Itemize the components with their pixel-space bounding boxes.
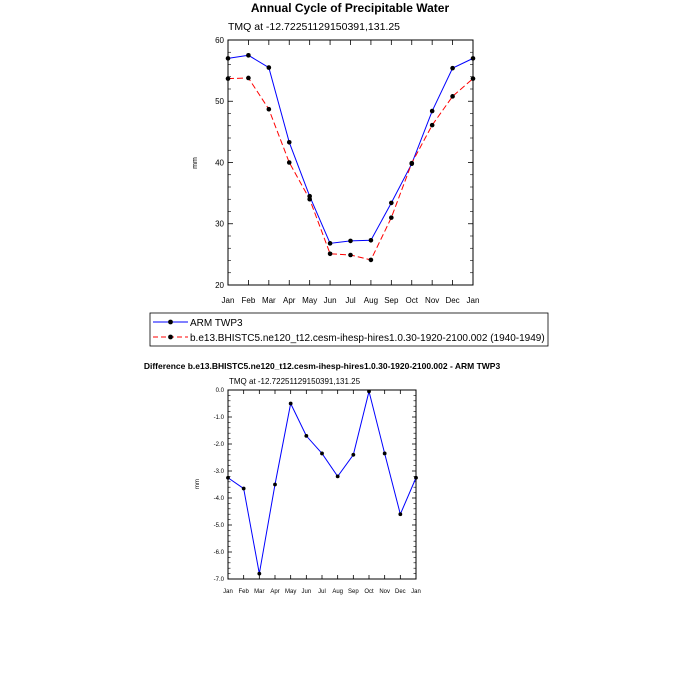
top-series-point-1 (450, 94, 455, 99)
top-xtick-label: Jul (345, 296, 356, 305)
top-chart-subtitle: TMQ at -12.72251129150391,131.25 (228, 21, 401, 33)
top-series-point-1 (307, 197, 312, 202)
bottom-chart-ylabel: mm (195, 479, 201, 489)
top-xtick-label: Jan (466, 296, 480, 305)
top-series-point-0 (348, 239, 353, 244)
bottom-ytick-label: -3.0 (213, 469, 224, 476)
legend-label-arm: ARM TWP3 (190, 318, 243, 329)
top-series-line-0 (228, 55, 473, 243)
top-ytick-label: 30 (215, 219, 224, 229)
legend (150, 313, 548, 346)
top-series-point-0 (389, 201, 394, 206)
top-series-point-1 (430, 123, 435, 128)
bottom-xtick-label: Sep (347, 589, 359, 595)
bottom-ytick-label: -4.0 (213, 496, 224, 503)
top-series-point-1 (328, 251, 333, 256)
bottom-ytick-label: -1.0 (213, 415, 224, 422)
bottom-xtick-label: Oct (364, 589, 374, 595)
top-xtick-label: Feb (241, 296, 256, 305)
top-xtick-label: Apr (283, 296, 296, 305)
top-xtick-label: Oct (405, 296, 418, 305)
bottom-xtick-label: Jan (411, 589, 421, 595)
top-xtick-label: Jan (221, 296, 235, 305)
top-series-point-0 (287, 140, 292, 145)
bottom-series-point-0 (320, 452, 324, 456)
bottom-series-point-0 (351, 453, 355, 457)
bottom-ytick-label: -6.0 (213, 550, 224, 557)
bottom-xtick-label: Jul (318, 589, 326, 595)
legend-marker-arm (168, 320, 173, 325)
top-series-point-1 (471, 76, 476, 81)
bottom-chart-subtitle: TMQ at -12.72251129150391,131.25 (229, 377, 361, 386)
bottom-axes (214, 388, 421, 595)
top-series-point-1 (287, 160, 292, 165)
top-series-point-0 (226, 56, 231, 61)
top-series-line-1 (228, 78, 473, 260)
top-series-point-0 (450, 66, 455, 71)
top-ytick-label: 40 (215, 158, 224, 168)
bottom-chart-title: Difference b.e13.BHISTC5.ne120_t12.cesm-ihesp-hires1.0.30-1920-2100.002 - ARM TWP3 (143, 361, 501, 371)
top-xtick-label: Aug (363, 296, 379, 305)
bottom-series-point-0 (336, 475, 340, 479)
bottom-plot-frame (228, 390, 416, 579)
bottom-ytick-label: 0.0 (215, 388, 224, 395)
bottom-series-point-0 (257, 572, 261, 576)
top-xtick-label: Jun (323, 296, 337, 305)
top-series-group (226, 53, 476, 262)
bottom-series-point-0 (304, 434, 308, 438)
top-xtick-label: Nov (425, 296, 440, 305)
bottom-series-point-0 (383, 452, 387, 456)
bottom-series-point-0 (242, 487, 246, 491)
bottom-xtick-label: Feb (238, 589, 249, 595)
bottom-xtick-label: Mar (254, 589, 265, 595)
top-series-point-0 (369, 238, 374, 243)
bottom-xtick-label: Apr (270, 589, 280, 595)
legend-label-model: b.e13.BHISTC5.ne120_t12.cesm-ihesp-hires1.0.30-1920-2100.002 (1940-1949) (190, 333, 545, 344)
top-series-point-1 (226, 76, 231, 81)
top-chart-title: Annual Cycle of Precipitable Water (250, 1, 450, 15)
top-series-point-0 (267, 65, 272, 70)
top-series-point-0 (471, 56, 476, 61)
bottom-series-point-0 (273, 483, 277, 487)
top-xtick-label: May (302, 296, 318, 305)
bottom-series-point-0 (367, 389, 371, 393)
top-xtick-label: Dec (445, 296, 460, 305)
bottom-ytick-label: -2.0 (213, 442, 224, 449)
top-series-point-0 (246, 53, 251, 58)
top-series-point-1 (246, 76, 251, 81)
bottom-series-point-0 (398, 512, 402, 516)
top-series-point-1 (369, 258, 374, 263)
bottom-series-line-0 (228, 391, 416, 573)
bottom-ytick-label: -5.0 (213, 523, 224, 530)
bottom-xtick-label: May (284, 589, 297, 595)
top-chart-ylabel: mm (192, 157, 199, 169)
top-series-point-0 (430, 109, 435, 114)
bottom-series-point-0 (289, 402, 293, 406)
bottom-series-group (226, 389, 418, 575)
top-series-point-0 (328, 241, 333, 246)
bottom-xtick-label: Dec (394, 589, 406, 595)
top-axes (215, 36, 479, 305)
bottom-series-point-0 (414, 476, 418, 480)
bottom-series-point-0 (226, 476, 230, 480)
top-series-point-1 (267, 107, 272, 112)
bottom-xtick-label: Jan (223, 589, 233, 595)
bottom-xtick-label: Aug (332, 589, 344, 595)
top-series-point-1 (348, 253, 353, 258)
top-ytick-label: 60 (215, 35, 224, 45)
top-plot-frame (228, 40, 473, 285)
top-ytick-label: 20 (215, 280, 224, 290)
top-xtick-label: Mar (261, 296, 276, 305)
top-xtick-label: Sep (384, 296, 399, 305)
bottom-ytick-label: -7.0 (213, 577, 224, 584)
bottom-xtick-label: Nov (379, 589, 391, 595)
top-series-point-1 (409, 161, 414, 166)
legend-marker-model (168, 335, 173, 340)
bottom-xtick-label: Jun (301, 589, 312, 595)
top-ytick-label: 50 (215, 97, 224, 107)
top-series-point-1 (389, 215, 394, 220)
